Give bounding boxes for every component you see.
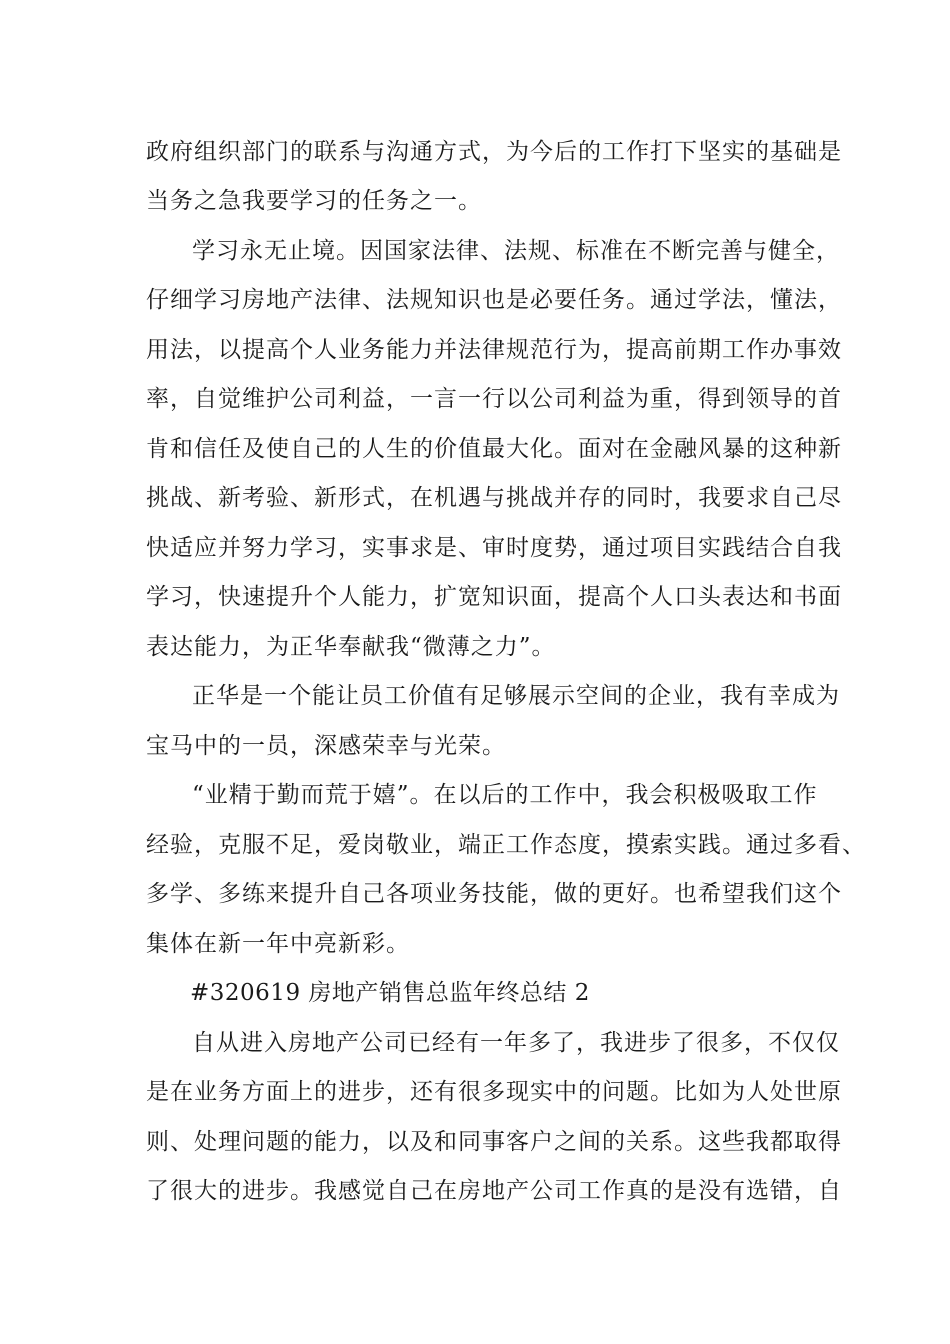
text-line: 政府组织部门的联系与沟通方式，为今后的工作打下坚实的基础是 (146, 139, 842, 165)
text-line: 挑战、新考验、新形式，在机遇与挑战并存的同时，我要求自己尽 (146, 485, 842, 511)
text-line: 用法，以提高个人业务能力并法律规范行为，提高前期工作办事效 (146, 337, 842, 363)
text-line: 经验，克服不足，爱岗敬业，端正工作态度，摸索实践。通过多看、 (146, 832, 866, 858)
text-line: 是在业务方面上的进步，还有很多现实中的问题。比如为人处世原 (146, 1079, 842, 1105)
text-line: 了很大的进步。我感觉自己在房地产公司工作真的是没有选错，自 (146, 1178, 842, 1204)
text-line: 肯和信任及使自己的人生的价值最大化。面对在金融风暴的这种新 (146, 436, 842, 462)
paragraph-first-line: 正华是一个能让员工价值有足够展示空间的企业，我有幸成为 (192, 683, 840, 709)
paragraph-first-line: “业精于勤而荒于嬉”。在以后的工作中，我会积极吸取工作 (192, 782, 818, 808)
section-heading: #320619 房地产销售总监年终总结 2 (190, 980, 590, 1006)
text-line: 多学、多练来提升自己各项业务技能，做的更好。也希望我们这个 (146, 881, 842, 907)
text-line: 则、处理问题的能力，以及和同事客户之间的关系。这些我都取得 (146, 1129, 842, 1155)
text-line: 率，自觉维护公司利益，一言一行以公司利益为重，得到领导的首 (146, 386, 842, 412)
paragraph-first-line: 学习永无止境。因国家法律、法规、标准在不断完善与健全， (192, 238, 840, 264)
text-line: 表达能力，为正华奉献我“微薄之力”。 (146, 634, 556, 660)
text-line: 仔细学习房地产法律、法规知识也是必要任务。通过学法，懂法， (146, 287, 842, 313)
paragraph-first-line: 自从进入房地产公司已经有一年多了，我进步了很多，不仅仅 (192, 1030, 840, 1056)
text-line: 当务之急我要学习的任务之一。 (146, 188, 482, 214)
text-line: 宝马中的一员，深感荣幸与光荣。 (146, 733, 506, 759)
text-line: 集体在新一年中亮新彩。 (146, 931, 410, 957)
text-line: 学习，快速提升个人能力，扩宽知识面，提高个人口头表达和书面 (146, 584, 842, 610)
text-line: 快适应并努力学习，实事求是、审时度势，通过项目实践结合自我 (146, 535, 842, 561)
